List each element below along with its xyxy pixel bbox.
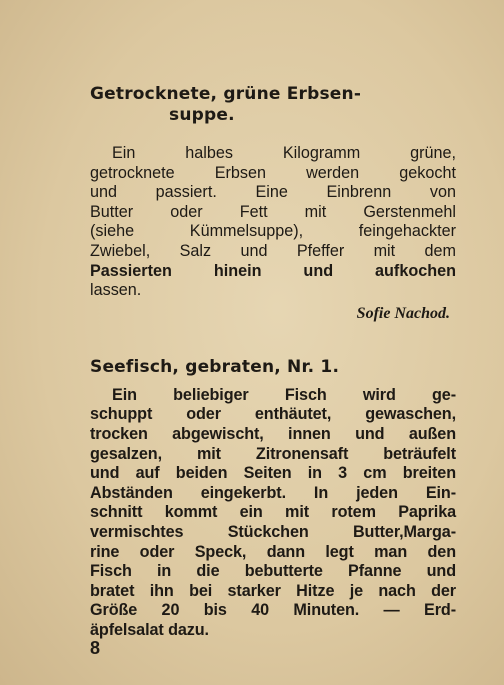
recipe-author-signature: Sofie Nachod. (356, 304, 450, 322)
recipe-text-line: schuppt oder enthäutet, gewaschen, (90, 405, 456, 424)
recipe-text-line: (siehe Kümmelsuppe), feingehackter (90, 222, 456, 241)
recipe-text-line: Fisch in die bebutterte Pfanne und (90, 562, 456, 581)
recipe-text-line: äpfelsalat dazu. (90, 620, 209, 639)
recipe-text-line: Ein beliebiger Fisch wird ge- (112, 385, 456, 404)
recipe-title-line: Getrocknete, grüne Erbsen- (90, 84, 362, 104)
recipe-text-line: trocken abgewischt, innen und außen (90, 424, 456, 443)
recipe-text-line: Passierten hinein und aufkochen (90, 261, 456, 280)
recipe-text (90, 144, 456, 301)
recipe-text-line: bratet ihn bei starker Hitze je nach der (90, 581, 456, 600)
recipe-text-line: Butter oder Fett mit Gerstenmehl (90, 202, 456, 221)
recipe-text-line: Größe 20 bis 40 Minuten. — Erd- (90, 601, 456, 620)
recipe-erbsensuppe (90, 84, 456, 323)
recipe-text-line: getrocknete Erbsen werden gekocht (90, 163, 456, 182)
recipe-seefisch (90, 357, 456, 641)
recipe-text-line: schnitt kommt ein mit rotem Paprika (90, 503, 456, 522)
recipe-text-line: rine oder Speck, dann legt man den (90, 542, 456, 561)
page-content (90, 84, 456, 640)
recipe-text-line: gesalzen, mit Zitronensaft beträufelt (90, 444, 456, 463)
recipe-text-line: Abständen eingekerbt. In jeden Ein- (90, 483, 456, 502)
recipe-title-line: suppe. (169, 105, 235, 125)
recipe-text-line: und passiert. Eine Einbrenn von (90, 183, 456, 202)
recipe-title (90, 357, 456, 378)
recipe-title (90, 84, 456, 126)
recipe-text-line: Zwiebel, Salz und Pfeffer mit dem (90, 241, 456, 260)
recipe-title-line: Seefisch, gebraten, Nr. 1. (90, 356, 340, 377)
recipe-text-line: Ein halbes Kilogramm grüne, (112, 144, 456, 162)
page-number: 8 (90, 638, 101, 658)
recipe-text-line: und auf beiden Seiten in 3 cm breiten (90, 464, 456, 483)
recipe-text-line: lassen. (90, 281, 142, 300)
recipe-text-line: vermischtes Stückchen Butter,Marga- (90, 522, 456, 541)
recipe-text (90, 386, 456, 641)
